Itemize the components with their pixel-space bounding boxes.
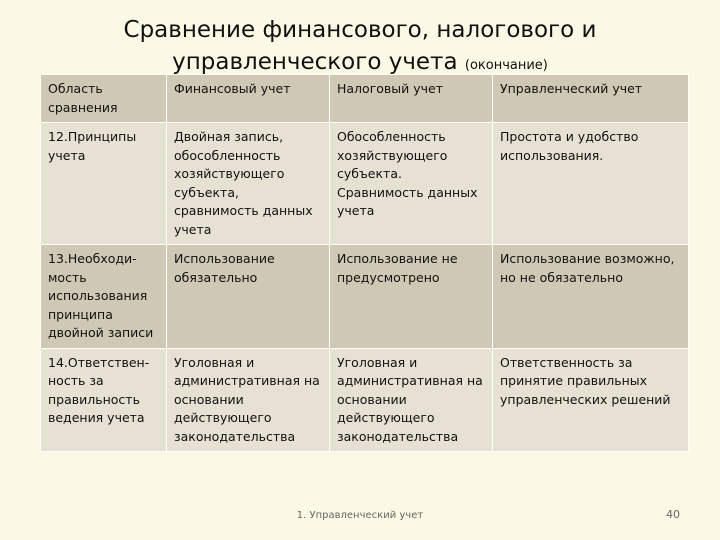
table-cell: Уголовная и административная на основании действующего законодательства [167,348,330,452]
table-cell: 14.Ответствен-ность за правильность ведения учета [41,348,167,452]
table-row [41,348,689,452]
table-cell: Использование возможно, но не обязательно [493,245,689,349]
table-cell: Использование не предусмотрено [330,245,493,349]
slide-title-line1: Сравнение финансового, налогового и [123,17,597,43]
page-number: 40 [666,508,680,521]
table-header-row [41,75,689,123]
table-cell: 13.Необходи-мость использования принципа двойной записи [41,245,167,349]
table-cell: 12.Принципы учета [41,123,167,245]
header-cell: Область сравнения [41,75,167,123]
slide-title-main: управленческого учета [172,49,458,75]
header-cell: Финансовый учет [167,75,330,123]
table-cell: Двойная запись, обособленность хозяйствующего субъекта, сравнимость данных учета [167,123,330,245]
comparison-table [40,74,689,452]
slide-title [0,14,720,82]
table-cell: Использование обязательно [167,245,330,349]
table-row [41,123,689,245]
header-cell: Управленческий учет [493,75,689,123]
footer-section-label: 1. Управленческий учет [296,510,424,521]
table-cell: Ответственность за принятие правильных управленческих решений [493,348,689,452]
table-cell: Простота и удобство использования. [493,123,689,245]
header-cell: Налоговый учет [330,75,493,123]
table-cell: Обособленность хозяйствующего субъекта. Сравнимость данных учета [330,123,493,245]
table-row [41,245,689,349]
slide-title-suffix: (окончание) [464,58,548,73]
table-cell: Уголовная и административная на основании действующего законодательства [330,348,493,452]
